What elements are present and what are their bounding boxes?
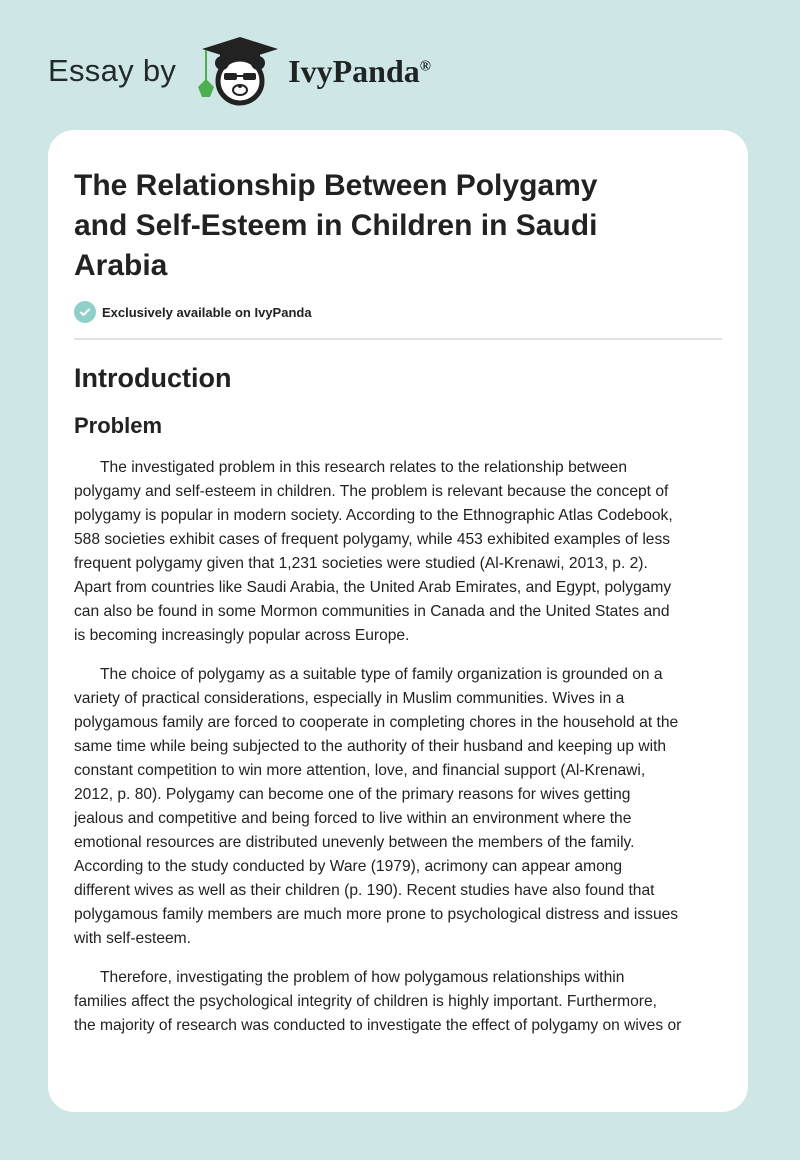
ivypanda-logo[interactable] xyxy=(48,36,431,106)
divider xyxy=(74,338,722,340)
essay-title: The Relationship Between Polygamy and Self-Esteem in Children in Saudi Arabia xyxy=(74,169,598,282)
exclusive-badge xyxy=(74,301,722,323)
paragraph: Therefore, investigating the problem of how polygamous relationships within families affect the psychological integrity of children is highly important. Furthermore, the majority of research was conducted to investigate the effect of polygamy on wives or xyxy=(74,969,682,1034)
section-heading: Introduction xyxy=(74,363,232,393)
essay-card xyxy=(48,130,748,1112)
essay-by-label: Essay by xyxy=(48,53,177,88)
paragraph: The investigated problem in this research relates to the relationship between polygamy and self-esteem in children. The problem is relevant because the concept of polygamy is popular in modern society. According to the Ethnographic Atlas Codebook, 588 societies exhibit cases of frequent polygamy, while 453 exhibited examples of less frequent polygamy given that 1,231 societies were studied (Al-Krenawi, 2013, p. 2). Apart from countries like Saudi Arabia, the United Arab Emirates, and Egypt, polygamy can also be found in some Mormon communities in Canada and the United States and is becoming increasingly popular across Europe. xyxy=(74,459,673,644)
exclusive-label: Exclusively available on IvyPanda xyxy=(102,304,312,320)
brand-name: IvyPanda® xyxy=(288,52,431,89)
paragraph: The choice of polygamy as a suitable type of family organization is grounded on a variety of practical considerations, especially in Muslim communities. Wives in a polygamous family are forced to cooperate in completing chores in the household at the same time while being subjected to the authority of their husband and keeping up with constant competition to win more attention, love, and financial support (Al-Krenawi, 2012, p. 80). Polygamy can become one of the primary reasons for wives getting jealous and competitive and being forced to live within an environment where the emotional resources are distributed unevenly between the members of the family. According to the study conducted by Ware (1979), acrimony can appear among different wives as well as their children (p. 190). Recent studies have also found that polygamous family members are much more prone to psychological distress and issues with self-esteem. xyxy=(74,666,679,947)
subsection-heading: Problem xyxy=(74,413,163,438)
check-icon xyxy=(74,301,96,323)
panda-mascot-icon xyxy=(192,35,282,107)
